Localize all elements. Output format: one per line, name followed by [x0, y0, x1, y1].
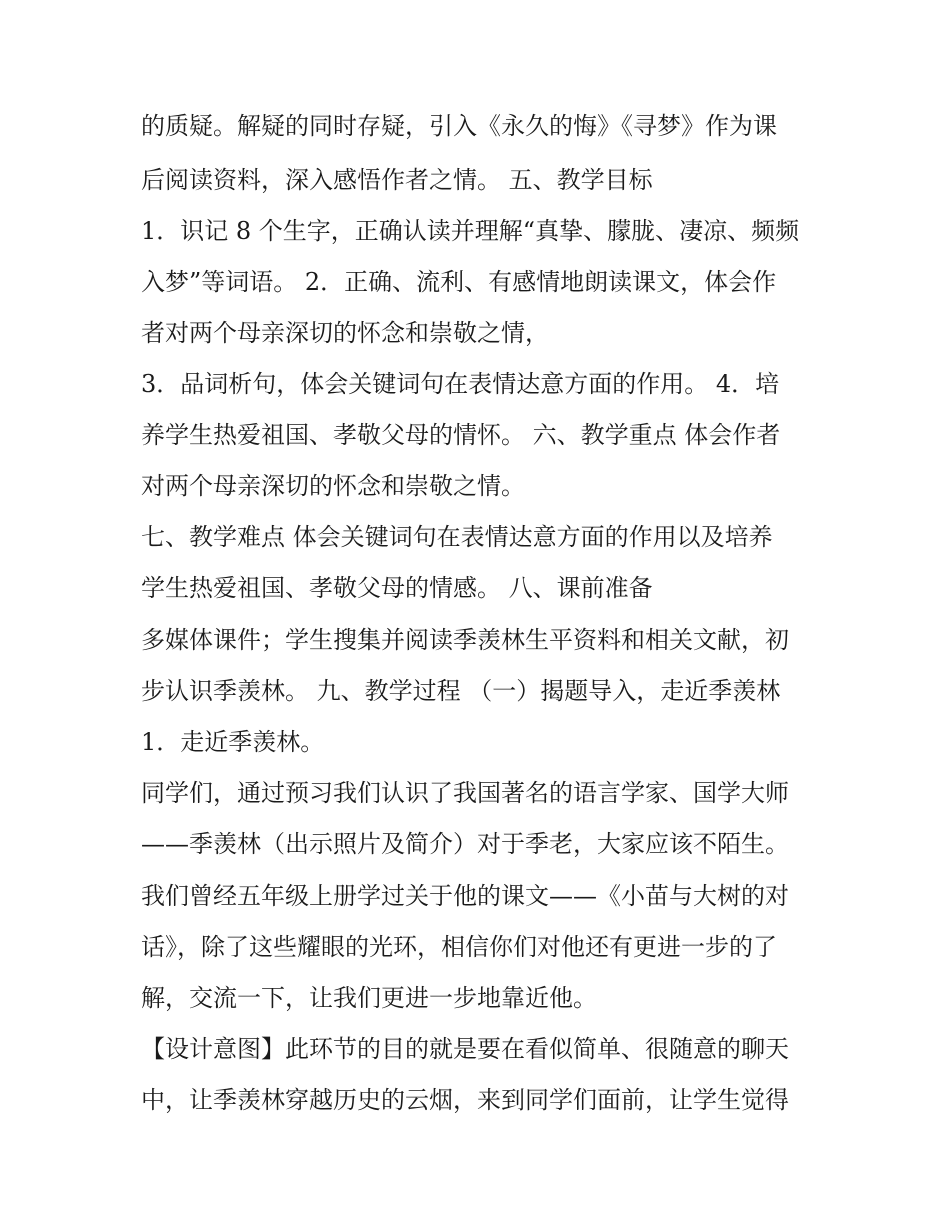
text-line: 1．走近季羡林。	[141, 728, 325, 756]
text-line: 多媒体课件；学生搜集并阅读季羡林生平资料和相关文献，初	[141, 626, 789, 654]
text-line: ——季羡林（出示照片及简介）对于季老，大家应该不陌生。	[141, 830, 789, 858]
text-line: 同学们，通过预习我们认识了我国著名的语言学家、国学大师	[141, 779, 789, 807]
text-line: 解，交流一下，让我们更进一步地靠近他。	[141, 984, 597, 1012]
text-line: 中，让季羡林穿越历史的云烟，来到同学们面前，让学生觉得	[141, 1086, 789, 1114]
text-line: 我们曾经五年级上册学过关于他的课文——《小苗与大树的对	[141, 882, 789, 910]
text-line: 入梦”等词语。 2．正确、流利、有感情地朗读课文，体会作	[141, 268, 777, 296]
text-line: 者对两个母亲深切的怀念和崇敬之情，	[141, 319, 549, 347]
text-line: 后阅读资料，深入感悟作者之情。 五、教学目标	[141, 166, 653, 194]
text-line: 的质疑。解疑的同时存疑，引入《永久的悔》《寻梦》作为课	[141, 112, 777, 140]
text-line: 3．品词析句，体会关键词句在表情达意方面的作用。 4．培	[141, 370, 780, 398]
text-line: 养学生热爱祖国、孝敬父母的情怀。 六、教学重点 体会作者	[141, 421, 781, 449]
text-line: 七、教学难点 体会关键词句在表情达意方面的作用以及培养	[141, 523, 773, 551]
text-line: 学生热爱祖国、孝敬父母的情感。 八、课前准备	[141, 574, 653, 602]
text-line: 【设计意图】此环节的目的就是要在看似简单、很随意的聊天	[141, 1035, 789, 1063]
text-line: 对两个母亲深切的怀念和崇敬之情。	[141, 472, 525, 500]
text-line: 1．识记 8 个生字，正确认读并理解“真挚、朦胧、凄凉、频频	[141, 217, 800, 245]
text-line: 步认识季羡林。 九、教学过程 （一）揭题导入，走近季羡林	[141, 677, 781, 705]
text-line: 话》，除了这些耀眼的光环，相信你们对他还有更进一步的了	[141, 933, 777, 961]
